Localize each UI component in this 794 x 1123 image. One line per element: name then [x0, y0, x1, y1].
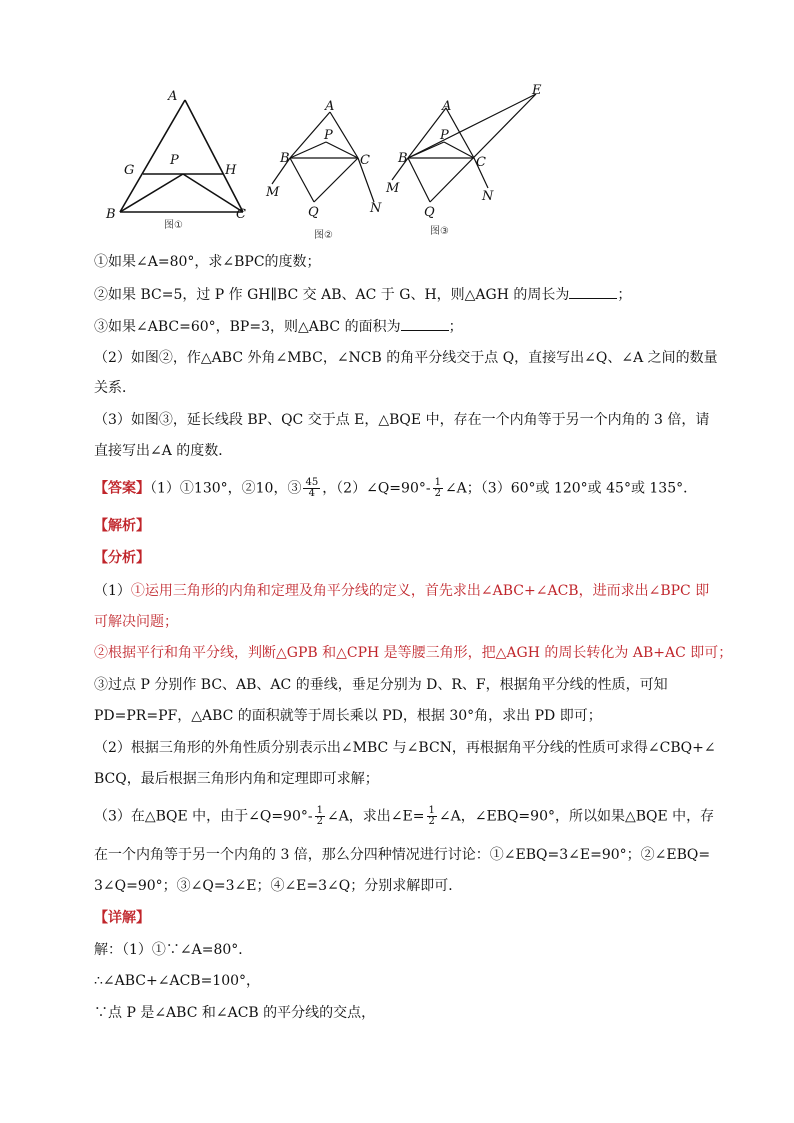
xiangjie-heading — [94, 908, 150, 928]
answer-fraction-45-4 — [303, 478, 320, 499]
fig3-edge-bq — [408, 158, 430, 202]
analysis-2-line-1: ②根据平行和角平分线，判断△GPB 和△CPH 是等腰三角形，把△AGH 的周长转化为 AB+AC 即可； — [94, 645, 733, 661]
analysis-1-prefix: （1） — [94, 583, 131, 599]
question-1-3-end: ； — [448, 319, 463, 335]
question-3-line-1: （3）如图③，延长线段 BP、QC 交于点 E，△BQE 中，存在一个内角等于另一个内角的 3 倍，请 — [94, 412, 710, 428]
fig2-caption: 图② — [314, 230, 333, 241]
fig3-label-q: Q — [424, 205, 435, 220]
fig2-edge-bq — [290, 158, 314, 202]
fig2-edge-bp — [290, 142, 326, 158]
jiexi-heading — [94, 516, 150, 536]
analysis-5-fraction-2-num: 1 — [428, 805, 435, 816]
question-1-3 — [94, 316, 463, 337]
jiexi-tag: 【解析】 — [94, 518, 150, 534]
answer-part-c: ∠A；（3）60°或 120°或 45°或 135°． — [444, 480, 698, 497]
analysis-1-text: ①运用三角形的内角和定理及角平分线的定义，首先求出∠ABC+∠ACB，进而求出∠BPC 即 — [130, 583, 710, 599]
figure-2 — [262, 98, 388, 242]
fig2-label-a: A — [325, 99, 335, 114]
fenxi-heading — [94, 548, 150, 568]
fig3-edge-be — [408, 94, 536, 158]
answer-blank-perimeter — [569, 284, 617, 299]
analysis-5-part-c: ∠A，∠EBQ=90°，所以如果△BQE 中，存 — [438, 808, 715, 825]
fig1-label-p: P — [170, 153, 179, 168]
answer-part-a: （1）①130°，②10，③ — [150, 480, 302, 497]
fenxi-tag: 【分析】 — [94, 550, 150, 566]
analysis-1-line-1 — [94, 581, 709, 601]
question-1-2-end: ； — [617, 287, 632, 303]
analysis-4-line-1: （2）根据三角形的外角性质分别表示出∠MBC 与∠BCN，再根据角平分线的性质可求得∠CBQ+∠ — [94, 740, 716, 756]
analysis-3-line-2: PD=PR=PF，△ABC 的面积就等于周长乘以 PD，根据 30°角，求出 PD 即可； — [94, 708, 602, 724]
solution-line-1: 解：（1）①∵∠A=80°． — [94, 942, 253, 958]
analysis-1-line-2: 可解决问题； — [94, 614, 178, 630]
question-1-3-text: ③如果∠ABC=60°，BP=3，则△ABC 的面积为 — [94, 319, 401, 335]
analysis-5-fraction-2 — [427, 806, 437, 827]
solution-line-2: ∴∠ABC+∠ACB=100°， — [94, 973, 261, 989]
analysis-5-line-1 — [94, 806, 714, 827]
fig3-label-c: C — [476, 155, 486, 170]
fig3-caption: 图③ — [430, 226, 449, 237]
answer-tag: 【答案】 — [94, 480, 150, 497]
fig3-label-p: P — [440, 128, 449, 143]
analysis-4-line-2: BCQ，最后根据三角形内角和定理即可求解； — [94, 771, 379, 787]
answer-fraction-denominator: 4 — [308, 488, 315, 499]
fig1-edge-ac — [185, 100, 243, 212]
fig3-label-a: A — [442, 99, 452, 114]
fig2-label-p: P — [324, 128, 333, 143]
fig2-edge-cq — [314, 158, 358, 202]
analysis-5-line-2: 在一个内角等于另一个内角的 3 倍，那么分四种情况进行讨论：①∠EBQ=3∠E=90°；②∠EBQ= — [94, 847, 711, 863]
fig1-label-b: B — [106, 207, 116, 222]
analysis-5-fraction-1-num: 1 — [316, 805, 323, 816]
question-1-2-text: ②如果 BC=5，过 P 作 GH∥BC 交 AB、AC 于 G、H，则△AGH 的周长为 — [94, 287, 570, 303]
analysis-5-fraction-1 — [315, 806, 325, 827]
answer-half-denominator: 2 — [434, 488, 441, 499]
fig2-label-c: C — [360, 153, 370, 168]
fig1-caption: 图① — [164, 220, 183, 231]
question-2-line-2: 关系． — [94, 380, 136, 396]
fig2-label-n: N — [370, 201, 382, 216]
fig2-label-b: B — [280, 151, 290, 166]
question-2-line-1: （2）如图②，作△ABC 外角∠MBC，∠NCB 的角平分线交于点 Q，直接写出∠Q、∠A 之间的数量 — [94, 350, 718, 366]
analysis-5-fraction-2-den: 2 — [428, 816, 435, 827]
fig3-label-m: M — [386, 181, 400, 196]
xiangjie-tag: 【详解】 — [94, 910, 150, 926]
figure-3 — [380, 84, 550, 240]
question-3-line-2: 直接写出∠A 的度数． — [94, 443, 233, 459]
answer-line — [94, 478, 697, 499]
answer-part-b: ，（2）∠Q=90°- — [322, 480, 431, 497]
fig2-label-q: Q — [308, 205, 319, 220]
answer-fraction-half — [433, 478, 443, 499]
analysis-3-line-1: ③过点 P 分别作 BC、AB、AC 的垂线，垂足分别为 D、R、F，根据角平分线的性质，可知 — [94, 677, 668, 693]
fig3-label-e: E — [532, 84, 542, 98]
analysis-5-part-a: （3）在△BQE 中，由于∠Q=90°- — [94, 808, 313, 825]
solution-line-3: ∵点 P 是∠ABC 和∠ACB 的平分线的交点， — [94, 1005, 376, 1021]
fig1-label-c: C — [236, 207, 246, 222]
answer-half-numerator: 1 — [434, 477, 441, 488]
analysis-5-fraction-1-den: 2 — [316, 816, 323, 827]
answer-blank-area — [401, 316, 449, 331]
fig1-label-h: H — [225, 163, 237, 178]
fig3-label-n: N — [482, 189, 494, 204]
fig1-label-a: A — [168, 89, 178, 104]
fig1-edge-bp — [120, 174, 183, 212]
fig2-label-m: M — [266, 185, 280, 200]
analysis-5-part-b: ∠A，求出∠E= — [326, 808, 425, 825]
answer-fraction-numerator: 45 — [305, 477, 319, 488]
analysis-5-line-3: 3∠Q=90°；③∠Q=3∠E；④∠E=3∠Q；分别求解即可． — [94, 878, 463, 894]
fig3-label-b: B — [398, 151, 408, 166]
question-1-1: ①如果∠A=80°，求∠BPC的度数； — [94, 254, 321, 270]
question-1-2 — [94, 284, 631, 305]
fig1-label-g: G — [124, 163, 135, 178]
figure-1 — [100, 84, 260, 234]
